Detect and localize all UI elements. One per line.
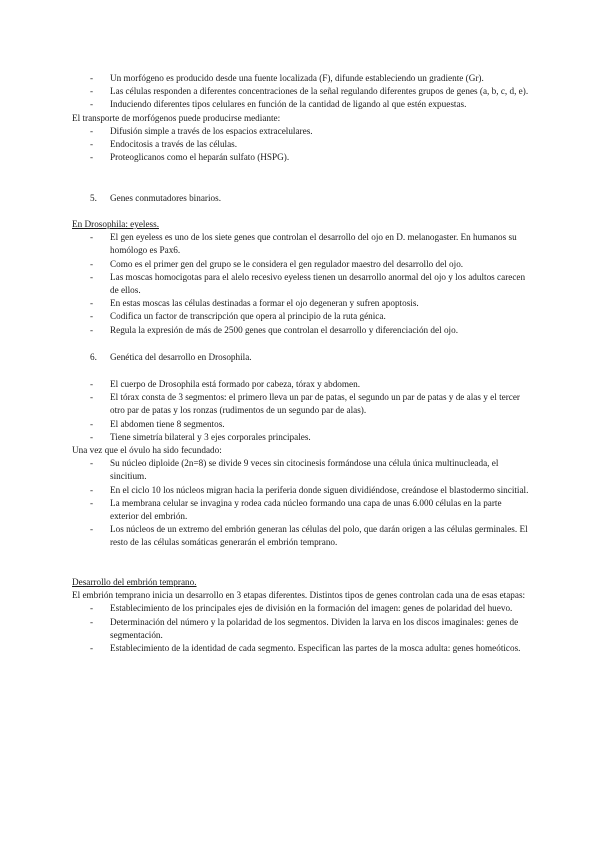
eyeless-section — [72, 218, 532, 337]
list-item: - El abdomen tiene 8 segmentos. — [90, 418, 225, 429]
embryo-section — [72, 576, 532, 655]
fertilized-intro: Una vez que el óvulo ha sido fecundado: — [72, 445, 222, 456]
list-item: - Codifica un factor de transcripción que opera al principio de la ruta génica. — [90, 311, 386, 322]
list-item: - Endocitosis a través de las células. — [90, 139, 238, 150]
morphogen-list — [72, 72, 532, 164]
list-item: - Como es el primer gen del grupo se le considera el gen regulador maestro del desarrollo del ojo. — [90, 258, 464, 269]
eyeless-heading: En Drosophila: eyeless. — [72, 219, 160, 229]
list-item: - Determinación del número y la polaridad de los segmentos. Dividen la larva en los discos imaginales: genes de segmentación. — [90, 616, 519, 640]
drosophila-body-section — [72, 378, 532, 550]
list-item: - Las células responden a diferentes concentraciones de la señal regulando diferentes grupos de genes (a, b, c, d, e). — [90, 86, 529, 97]
list-item: - Los núcleos de un extremo del embrión generan las células del polo, que darán origen a las células germinales. El resto de las células somáticas generarán el embrión temprano. — [90, 524, 528, 548]
list-item: - Tiene simetría bilateral y 3 ejes corporales principales. — [90, 431, 311, 442]
list-item: - El tórax consta de 3 segmentos: el primero lleva un par de patas, el segundo un par de patas y de alas y el tercer otro par de patas y los ronzas (rudimentos de un segundo par de alas). — [90, 392, 520, 416]
list-item: - Regula la expresión de más de 2500 genes que controlan el desarrollo y diferenciación del ojo. — [90, 324, 458, 335]
transport-intro: El transporte de morfógenos puede producirse mediante: — [72, 112, 281, 123]
embryo-heading: Desarrollo del embrión temprano. — [72, 577, 197, 587]
section-5-title: 5. Genes conmutadores binarios. — [90, 193, 221, 203]
list-item: - Su núcleo diploide (2n=8) se divide 9 veces sin citocinesis formándose una célula única multinucleada, el sincitium. — [90, 458, 499, 482]
list-item: - Establecimiento de la identidad de cada segmento. Especifican las partes de la mosca adulta: genes homeóticos. — [90, 643, 521, 654]
list-item: - Proteoglicanos como el heparán sulfato (HSPG). — [90, 152, 290, 163]
list-item: - Un morfógeno es producido desde una fuente localizada (F), difunde estableciendo un gradiente (Gr). — [90, 73, 484, 83]
list-item: - El gen eyeless es uno de los siete genes que controlan el desarrollo del ojo en D. melanogaster. En humanos su homólogo es Pax6. — [90, 232, 517, 256]
list-item: - La membrana celular se invagina y rodea cada núcleo formando una capa de unas 6.000 células en la parte exterior del embrión. — [90, 497, 502, 522]
list-item: - En estas moscas las células destinadas a formar el ojo degeneran y sufren apoptosis. — [90, 298, 419, 309]
list-item: - Difusión simple a través de los espacios extracelulares. — [90, 125, 313, 136]
list-item: - En el ciclo 10 los núcleos migran hacia la periferia donde siguen dividiéndose, creándose el blastodermo sincitial. — [90, 484, 529, 495]
embryo-intro: El embrión temprano inicia un desarrollo en 3 etapas diferentes. Distintos tipos de genes controlan cada una de esas etapas: — [72, 590, 526, 601]
list-item: - Establecimiento de los principales ejes de división en la formación del imagen: genes de polaridad del huevo. — [90, 603, 513, 614]
list-item: - Induciendo diferentes tipos celulares en función de la cantidad de ligando al que estén expuestas. — [90, 99, 467, 110]
list-item: - El cuerpo de Drosophila está formado por cabeza, tórax y abdomen. — [90, 379, 361, 389]
list-item: - Las moscas homocigotas para el alelo recesivo eyeless tienen un desarrollo anormal del ojo y los adultos carecen de ellos. — [90, 271, 526, 296]
section-6-title: 6. Genética del desarrollo en Drosophila. — [90, 352, 252, 362]
